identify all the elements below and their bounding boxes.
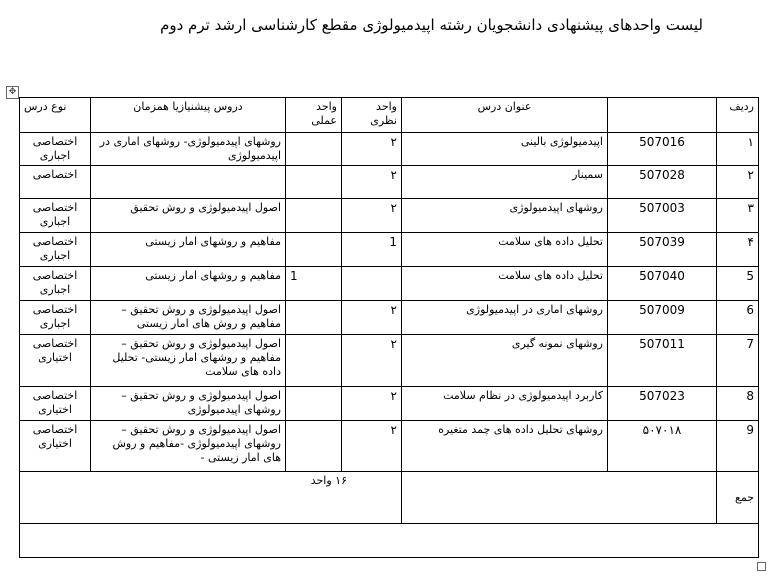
cell-course-title: روشهای تحلیل داده های چمد متغیره [402, 421, 608, 472]
cell-prerequisites: مفاهیم و روشهای امار زیستی [91, 233, 286, 267]
cell-course-title: تحلیل داده های سلامت [402, 267, 608, 301]
header-row-number: ردیف [717, 98, 759, 133]
cell-theory-units: ۲ [342, 166, 402, 199]
cell-theory-units: ۲ [342, 199, 402, 233]
cell-practical-units [286, 199, 342, 233]
header-course-type: نوع درس [20, 98, 91, 133]
cell-course-type: اختصاصی اختیاری [20, 421, 91, 472]
cell-practical-units [286, 421, 342, 472]
table-row [20, 233, 759, 267]
cell-theory-units: 1 [342, 233, 402, 267]
table-row [20, 166, 759, 199]
cell-row-number: 6 [717, 301, 759, 335]
cell-row-number: ۲ [717, 166, 759, 199]
cell-row-number: 7 [717, 335, 759, 387]
header-theory-units: واحد نظری [342, 98, 402, 133]
cell-code: 507009 [608, 301, 717, 335]
table-resize-handle[interactable] [757, 562, 766, 571]
cell-theory-units: ۲ [342, 335, 402, 387]
table-row [20, 301, 759, 335]
cell-code: 507039 [608, 233, 717, 267]
course-table [19, 97, 759, 558]
cell-code: 507003 [608, 199, 717, 233]
cell-prerequisites: اصول اپیدمیولوژی و روش تحقیق – روشهای اپیدمیولوژی [91, 387, 286, 421]
cell-course-type: اختصاصی اجباری [20, 133, 91, 166]
cell-practical-units [286, 387, 342, 421]
cell-row-number: ۴ [717, 233, 759, 267]
cell-row-number: 5 [717, 267, 759, 301]
cell-course-title: سمینار [402, 166, 608, 199]
cell-course-type: اختصاصی اجباری [20, 233, 91, 267]
cell-course-type: اختصاصی اجباری [20, 199, 91, 233]
cell-prerequisites: روشهای اپیدمیولوژی- روشهای اماری در اپیدمیولوژی [91, 133, 286, 166]
cell-course-type: اختصاصی اختیاری [20, 335, 91, 387]
cell-course-title: روشهای اپیدمیولوژی [402, 199, 608, 233]
cell-practical-units [286, 233, 342, 267]
cell-course-type: اختصاصی اختیاری [20, 387, 91, 421]
cell-course-type: اختصاصی اجباری [20, 267, 91, 301]
cell-theory-units: ۲ [342, 133, 402, 166]
cell-prerequisites [91, 166, 286, 199]
page-title: لیست واحدهای پیشنهادی دانشجویان رشته اپیدمیولوژی مقطع کارشناسی ارشد ترم دوم [160, 16, 703, 34]
cell-practical-units [286, 301, 342, 335]
cell-theory-units: ۲ [342, 421, 402, 472]
table-row [20, 267, 759, 301]
table-row [20, 387, 759, 421]
cell-course-title: اپیدمیولوژی بالینی [402, 133, 608, 166]
table-row [20, 335, 759, 387]
header-course-title: عنوان درس [402, 98, 608, 133]
header-practical-units: واحد عملی [286, 98, 342, 133]
cell-row-number: ۳ [717, 199, 759, 233]
cell-prerequisites: اصول اپیدمیولوژی و روش تحقیق – مفاهیم و روشهای امار زیستی- تحلیل داده های سلامت [91, 335, 286, 387]
cell-code: 507016 [608, 133, 717, 166]
cell-theory-units [342, 267, 402, 301]
table-row [20, 199, 759, 233]
total-empty [402, 472, 717, 524]
header-code [608, 98, 717, 133]
table-row [20, 421, 759, 472]
cell-code: 507011 [608, 335, 717, 387]
cell-course-type: اختصاصی اجباری [20, 301, 91, 335]
cell-practical-units: 1 [286, 267, 342, 301]
cell-row-number: 8 [717, 387, 759, 421]
cell-row-number: 9 [717, 421, 759, 472]
cell-code: 507028 [608, 166, 717, 199]
table-row [20, 133, 759, 166]
cell-practical-units [286, 133, 342, 166]
cell-theory-units: ۲ [342, 301, 402, 335]
cell-practical-units [286, 335, 342, 387]
total-label: جمع [717, 472, 759, 524]
cell-theory-units: ۲ [342, 387, 402, 421]
total-value-cell: ۱۶ واحد [20, 472, 402, 524]
cell-prerequisites: مفاهیم و روشهای امار زیستی [91, 267, 286, 301]
cell-prerequisites: اصول اپیدمیولوژی و روش تحقیق – مفاهیم و روش های امار زیستی [91, 301, 286, 335]
cell-prerequisites: اصول اپیدمیولوژی و روش تحقیق – روشهای اپیدمیولوژی -مفاهیم و روش های امار زیستی - [91, 421, 286, 472]
cell-code: ۵۰۷۰۱۸ [608, 421, 717, 472]
cell-course-title: روشهای نمونه گیری [402, 335, 608, 387]
cell-practical-units [286, 166, 342, 199]
cell-course-title: روشهای اماری در اپیدمیولوژی [402, 301, 608, 335]
cell-code: 507040 [608, 267, 717, 301]
cell-prerequisites: اصول اپیدمیولوژی و روش تحقیق [91, 199, 286, 233]
cell-row-number: ۱ [717, 133, 759, 166]
cell-course-type: اختصاصی [20, 166, 91, 199]
blank-cell [20, 524, 759, 558]
header-prerequisites: دروس پیشنیازیا همزمان [91, 98, 286, 133]
table-move-handle-icon[interactable]: ✥ [6, 86, 19, 99]
total-row [20, 472, 759, 524]
cell-course-title: کاربرد اپیدمیولوژی در نظام سلامت [402, 387, 608, 421]
blank-row [20, 524, 759, 558]
cell-course-title: تحلیل داده های سلامت [402, 233, 608, 267]
table-header-row [20, 98, 759, 133]
cell-code: 507023 [608, 387, 717, 421]
